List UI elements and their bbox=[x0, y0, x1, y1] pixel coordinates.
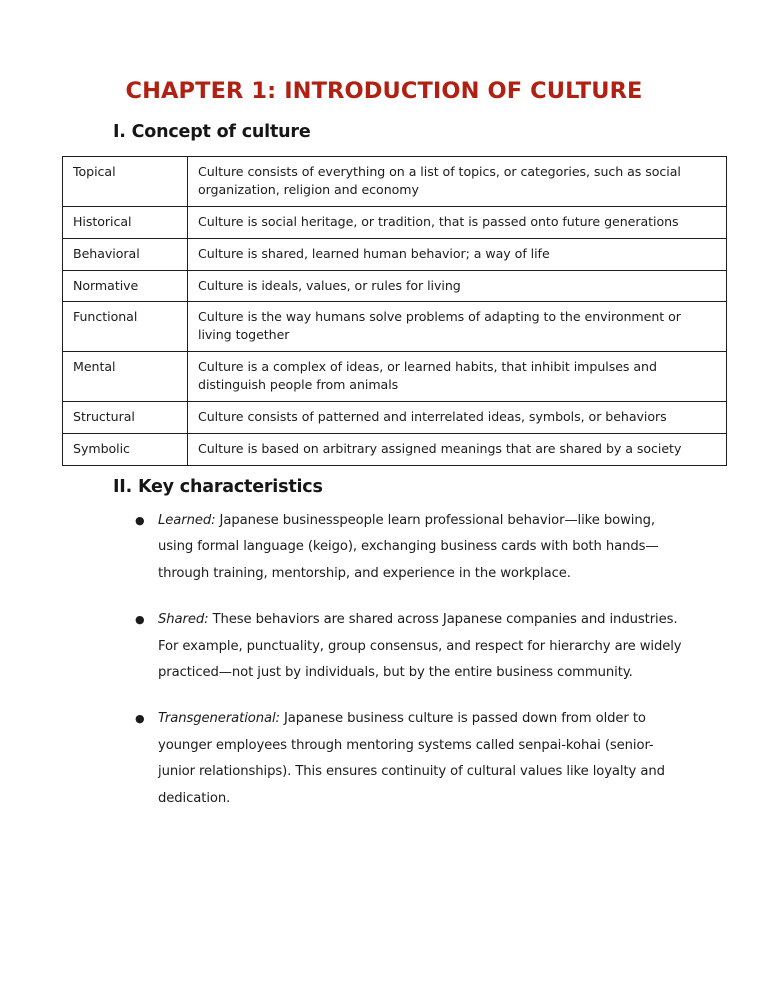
table-cell-term: Structural bbox=[63, 401, 188, 433]
table-cell-definition: Culture consists of patterned and interrelated ideas, symbols, or behaviors bbox=[188, 401, 727, 433]
bullet-icon: ● bbox=[135, 613, 145, 627]
table-row bbox=[63, 401, 727, 433]
list-item-text: These behaviors are shared across Japanese companies and industries. For example, punctuality, group consensus, and respect for hierarchy are widely practiced—not just by individuals, but by the entire business community. bbox=[158, 612, 682, 681]
table-cell-definition: Culture consists of everything on a list of topics, or categories, such as social organization, religion and economy bbox=[188, 157, 727, 207]
table-body bbox=[63, 157, 727, 466]
list-item-text: Japanese businesspeople learn professional behavior—like bowing, using formal language (keigo), exchanging business cards with both hands—through training, mentorship, and experience in the workplace. bbox=[158, 513, 659, 581]
table-cell-term: Symbolic bbox=[63, 433, 188, 465]
table-row bbox=[63, 433, 727, 465]
table-row bbox=[63, 270, 727, 302]
table-row bbox=[63, 302, 727, 352]
table-row bbox=[63, 206, 727, 238]
section-heading-key-characteristics: II. Key characteristics bbox=[113, 477, 323, 497]
list-item bbox=[130, 706, 690, 812]
table-cell-definition: Culture is shared, learned human behavior; a way of life bbox=[188, 238, 727, 270]
list-item bbox=[130, 508, 690, 587]
table-cell-definition: Culture is based on arbitrary assigned meanings that are shared by a society bbox=[188, 433, 727, 465]
culture-definitions-table bbox=[62, 156, 727, 466]
table-row bbox=[63, 157, 727, 207]
page-title: CHAPTER 1: INTRODUCTION OF CULTURE bbox=[125, 78, 643, 104]
table-cell-definition: Culture is a complex of ideas, or learned habits, that inhibit impulses and distinguish people from animals bbox=[188, 352, 727, 402]
table-cell-term: Topical bbox=[63, 157, 188, 207]
table-row bbox=[63, 238, 727, 270]
table-cell-term: Behavioral bbox=[63, 238, 188, 270]
key-characteristics-list bbox=[130, 508, 690, 812]
table-cell-definition: Culture is the way humans solve problems of adapting to the environment or living together bbox=[188, 302, 727, 352]
list-item-term: Learned: bbox=[158, 513, 216, 528]
table-cell-definition: Culture is ideals, values, or rules for living bbox=[188, 270, 727, 302]
section-heading-concept-of-culture: I. Concept of culture bbox=[113, 122, 311, 142]
table-row bbox=[63, 352, 727, 402]
table-cell-definition: Culture is social heritage, or tradition, that is passed onto future generations bbox=[188, 206, 727, 238]
list-item-text: Japanese business culture is passed down from older to younger employees through mentoring systems called senpai-kohai (senior-junior relationships). This ensures continuity of cultural values like loyalty and dedication. bbox=[158, 711, 665, 806]
table-cell-term: Mental bbox=[63, 352, 188, 402]
table-cell-term: Historical bbox=[63, 206, 188, 238]
list-item bbox=[130, 607, 690, 686]
table-cell-term: Normative bbox=[63, 270, 188, 302]
table-cell-term: Functional bbox=[63, 302, 188, 352]
bullet-icon: ● bbox=[135, 712, 145, 726]
bullet-icon: ● bbox=[135, 514, 145, 527]
list-item-term: Shared: bbox=[158, 612, 209, 628]
list-item-term: Transgenerational: bbox=[158, 711, 280, 727]
